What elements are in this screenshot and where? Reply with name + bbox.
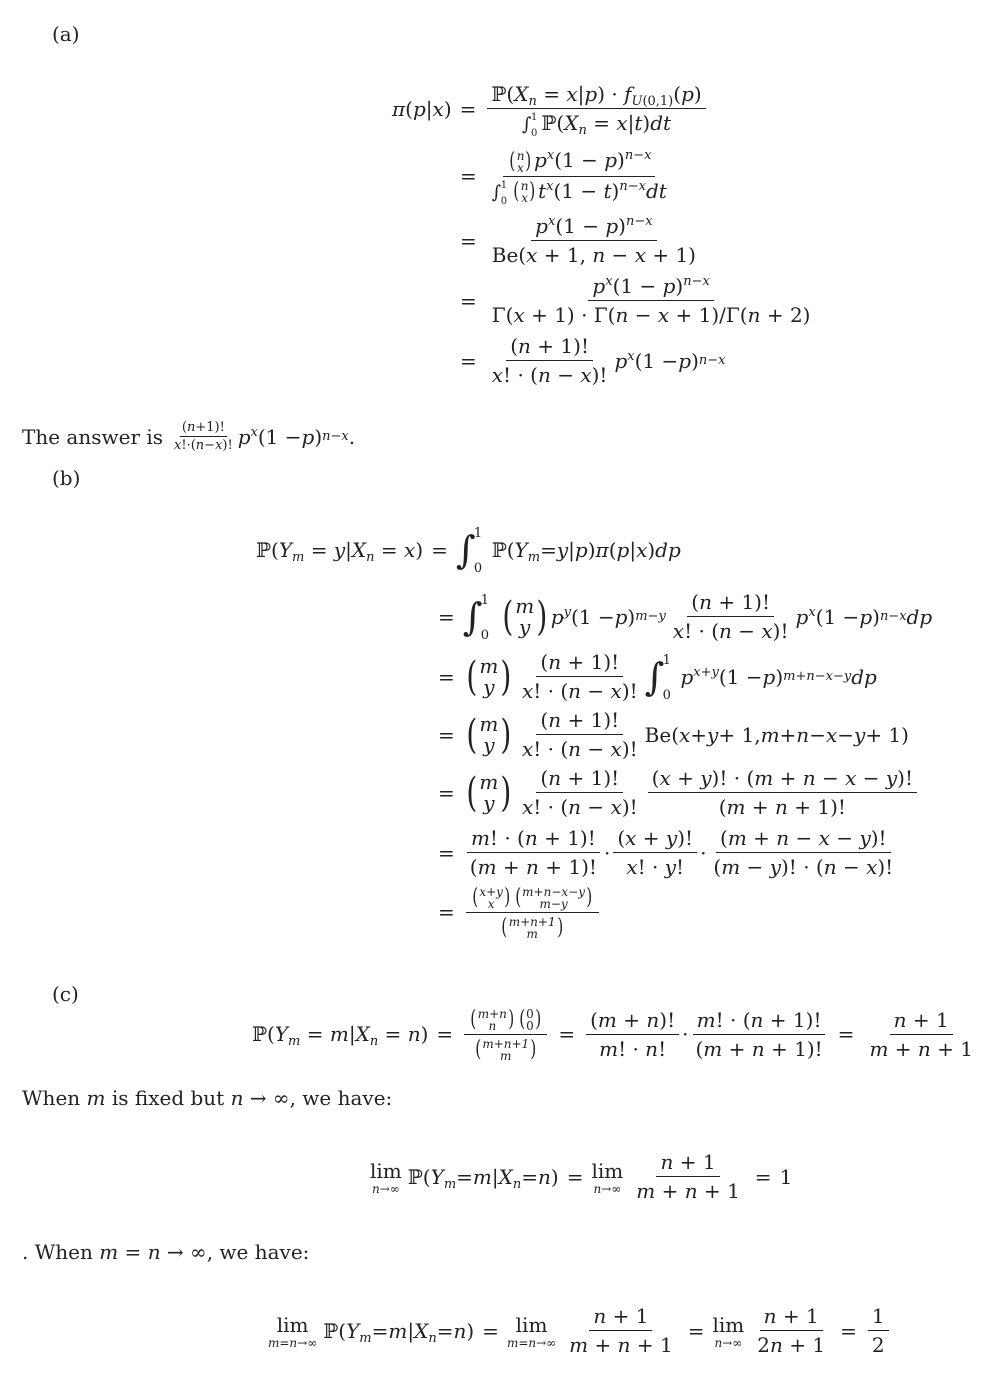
predictive-line-2: = ∫ 1 0 ( m y ) $p^y$ (1 − p ) m−y $\frac{(n + 1)!}{x! \cdot (n - x)!}$ $p^x$ (1 − p ) n−x dp bbox=[438, 590, 933, 643]
section-b-label: (b) bbox=[52, 466, 81, 490]
posterior-line-3: = $\frac{p^x(1 - p)^{n-x}}{Be(x + 1, n - x + 1)}$ bbox=[460, 214, 696, 267]
answer-prefix: The answer is bbox=[22, 424, 164, 449]
limit-fixed-m-equation: lim n→∞ ℙ( $Y_m$ = m | $X_n$ = n ) = lim n→∞ $\frac{n + 1}{m + n + 1}$ = 1 bbox=[370, 1150, 793, 1203]
fixed-m-sentence: When m is fixed but n → ∞, we have: bbox=[22, 1086, 393, 1110]
predictive-line-1: $ℙ(Y_m = y|X_n = x)$ = ∫ 1 0 ℙ( $Y_m$ = y | p ) π ( p | x ) dp bbox=[256, 526, 681, 576]
posterior-line-1: π(p|x) = $ℙ(X_n = x|p) \cdot f_{U(0,1)}(p)$ ∫ 1 0 $ℙ(X_n = x|t)dt$ bbox=[392, 82, 709, 135]
predictive-line-3: = ( m y ) $\frac{(n + 1)!}{x! \cdot (n - x)!}$ ∫ 1 0 $p^{x+y}$ (1 − p ) m+n−x−y dp bbox=[438, 650, 877, 703]
limit-equal-mn-equation: lim m=n→∞ ℙ( $Y_m$ = m | $X_n$ = n ) = lim m=n→∞ $\frac{n + 1}{m + n + 1}$ = lim n→∞ $\frac{n + 1}{2n + 1}$ = $\frac{1}{2}$ bbox=[268, 1304, 892, 1357]
equal-text-1: . When bbox=[22, 1240, 93, 1264]
posterior-line-5: = $\frac{(n + 1)!}{x! \cdot (n - x)!}$ $p^x$ (1 − p ) n−x bbox=[460, 334, 726, 387]
fixed-text-1: When bbox=[22, 1086, 81, 1110]
predictive-line-5: = ( m y ) $\frac{(n + 1)!}{x! \cdot (n - x)!}$ $\frac{(x + y)! \cdot (m + n - x - y)!}{(m + n + 1)!}$ bbox=[430, 766, 920, 819]
section-a-label: (a) bbox=[52, 22, 80, 46]
predictive-line-4: = ( m y ) $\frac{(n + 1)!}{x! \cdot (n - x)!}$ Be( x + y + 1, m + n − x − y + 1) bbox=[438, 708, 909, 761]
predictive-line-7: = ( x+y x ) ( m+n−x−y m−y ) ( m+n+1 m ) bbox=[430, 884, 602, 940]
limit-setup-equation: $ℙ(Y_m = m|X_n = n)$ = ( m+n n ) ( 0 0 ) ( m+n+1 m ) = $\frac{(m + n)!}{m! \cdot n!}$ · $\frac{m! \cdot (n + 1)!}{(m + n + 1)!}$ = $\frac{n + 1}{m + n + 1}$ bbox=[252, 1006, 973, 1063]
fixed-text-2: is fixed but bbox=[111, 1086, 225, 1110]
predictive-line-6: = $\frac{m! \cdot (n + 1)!}{(m + n + 1)!}$ · $\frac{(x + y)!}{x! \cdot y!}$ · $\frac{(m + n - x - y)!}{(m - y)! \cdot (n - x)!}$ bbox=[438, 826, 894, 879]
equal-mn-sentence: . When m = n → ∞, we have: bbox=[22, 1240, 310, 1264]
posterior-line-2: = ( n x ) $p^x(1 - p)^{n-x}$ ∫ 1 0 ( n x ) $t^x(1 - t)^{n-x}dt$ bbox=[460, 148, 667, 207]
posterior-line-4: = $\frac{p^x(1 - p)^{n-x}}{\Gamma(x + 1) \cdot \Gamma(n - x + 1)/\Gamma(n + 2)}$ bbox=[460, 274, 811, 327]
fixed-text-3: , we have: bbox=[289, 1086, 393, 1110]
section-c-label: (c) bbox=[52, 982, 79, 1006]
answer-line: The answer is $\frac{(n+1)!}{x!\cdot(n-x)!}$ $p^x$ (1 − p ) n−x . bbox=[22, 420, 356, 453]
equal-text-2: , we have: bbox=[206, 1240, 310, 1264]
